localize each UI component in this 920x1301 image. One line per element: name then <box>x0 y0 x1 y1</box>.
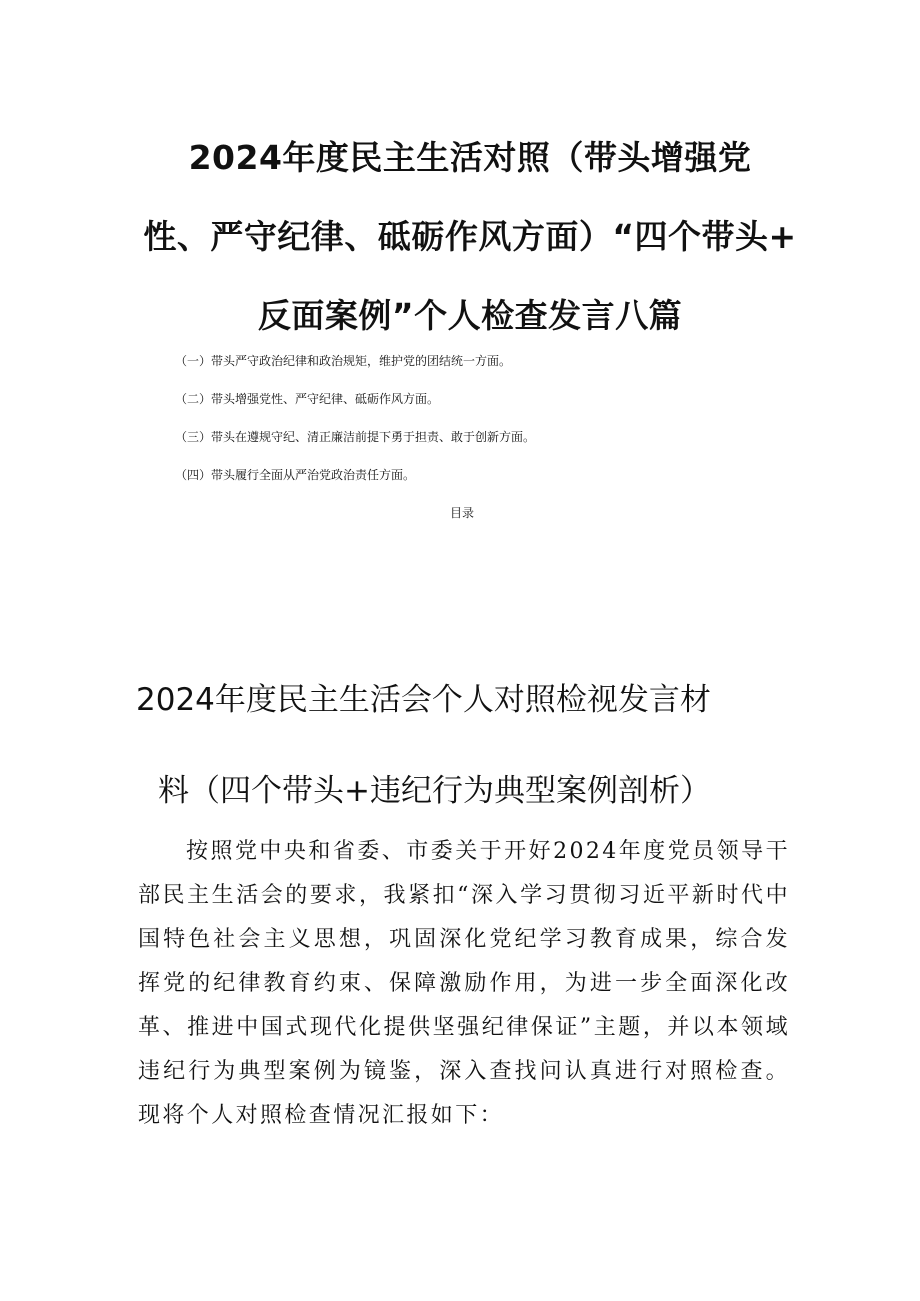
toc-item: （一）带头严守政治纪律和政治规矩，维护党的团结统一方面。 <box>175 354 512 368</box>
section-title-line: 2024年度民主生活会个人对照检视发言材 <box>136 682 711 718</box>
toc-item: （三）带头在遵规守纪、清正廉洁前提下勇于担责、敢于创新方面。 <box>175 430 536 444</box>
toc-item: （二）带头增强党性、严守纪律、砥砺作风方面。 <box>175 392 440 406</box>
main-title-line: 性、严守纪律、砥砺作风方面）“四个带头+ <box>143 217 797 256</box>
body-paragraph: 按照党中央和省委、市委关于开好2024年度党员领导干部民主生活会的要求，我紧扣“深入学习贯彻习近平新时代中国特色社会主义思想，巩固深化党纪学习教育成果，综合发挥党的纪律教育约束、保障激励作用，为进一步全面深化改革、推进中国式现代化提供坚强纪律保证”主题，并以本领域违纪行为典型案例为镜鉴，深入查找问认真进行对照检查。现将个人对照检查情况汇报如下： <box>138 839 790 1128</box>
main-title-line: 2024年度民主生活对照（带头增强党 <box>188 138 752 177</box>
toc-label: 目录 <box>450 506 475 520</box>
section-title <box>136 655 836 837</box>
main-title <box>140 118 800 355</box>
main-title-line: 反面案例”个人检查发言八篇 <box>257 296 683 335</box>
section-title-line: 料（四个带头+违纪行为典型案例剖析） <box>158 773 711 809</box>
toc-item: （四）带头履行全面从严治党政治责任方面。 <box>175 468 416 482</box>
table-of-contents <box>175 348 775 500</box>
